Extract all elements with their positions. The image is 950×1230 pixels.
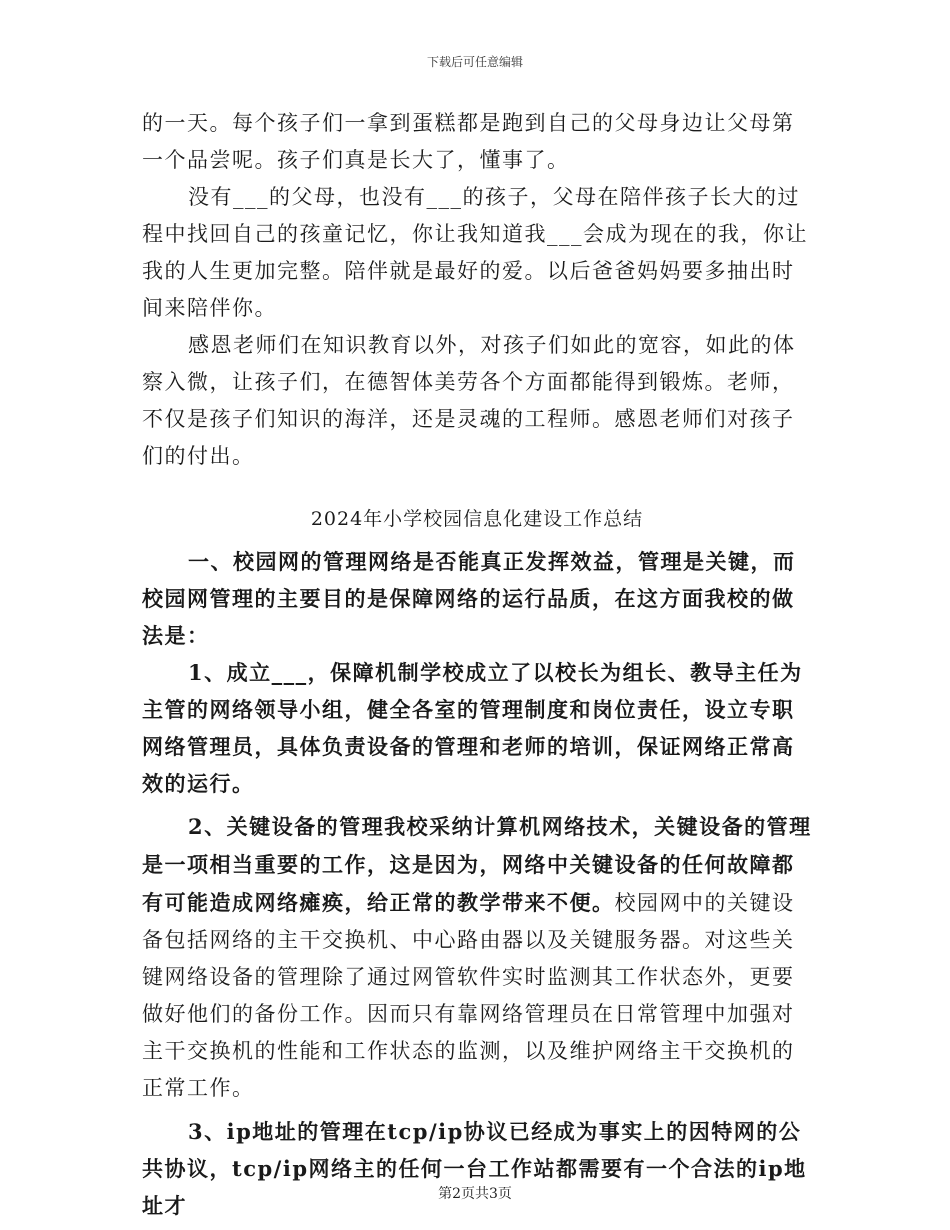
paragraph-continuation: 的一天。每个孩子们一拿到蛋糕都是跑到自己的父母身边让父母第一个品尝呢。孩子们真是长大了，懂事了。	[142, 111, 795, 172]
document-title: 2024年小学校园信息化建设工作总结	[310, 508, 644, 530]
item-2-bold-text: 2、关键设备的管理我校采纳计算机网络技术，关键设备的管理是一项相当重要的工作，这是因为，网络中关键设备的任何故障都有可能造成网络瘫痪，给正常的教学带来不便。	[142, 814, 812, 915]
page-number: 第2页共3页	[438, 1186, 512, 1202]
item-3-paragraph: 3、ip地址的管理在tcp/ip协议已经成为事实上的因特网的公共协议，tcp/ip网络主的任何一台工作站都需要有一个合法的ip地址才	[142, 1119, 807, 1218]
page-header-note: 下载后可任意编辑	[426, 55, 523, 69]
item-2-paragraph	[142, 808, 812, 1107]
paragraph-parents: 没有___的父母，也没有___的孩子，父母在陪伴孩子长大的过程中找回自己的孩童记忆，你让我知道我___会成为现在的我，你让我的人生更加完整。陪伴就是最好的爱。以后爸爸妈妈要多抽出时间来陪伴你。	[142, 185, 808, 320]
document-body	[142, 105, 812, 1224]
section-1-heading: 一、校园网的管理网络是否能真正发挥效益，管理是关键，而校园网管理的主要目的是保障网络的运行品质，在这方面我校的做法是：	[142, 549, 796, 648]
paragraph-teachers: 感恩老师们在知识教育以外，对孩子们如此的宽容，如此的体察入微，让孩子们，在德智体美劳各个方面都能得到锻炼。老师，不仅是孩子们知识的海洋，还是灵魂的工程师。感恩老师们对孩子们的付出。	[142, 333, 796, 468]
item-2-regular-text: 校园网中的关键设备包括网络的主干交换机、中心路由器以及关键服务器。对这些关键网络设备的管理除了通过网管软件实时监测其工作状态外，更要做好他们的备份工作。因而只有靠网络管理员在日常管理中加强对主干交换机的性能和工作状态的监测，以及维护网络主干交换机的正常工作。	[142, 891, 795, 1100]
item-1-paragraph: 1、成立___，保障机制学校成立了以校长为组长、教导主任为主管的网络领导小组，健全各室的管理制度和岗位责任，设立专职网络管理员，具体负责设备的管理和老师的培训，保证网络正常高效的运行。	[142, 660, 803, 796]
